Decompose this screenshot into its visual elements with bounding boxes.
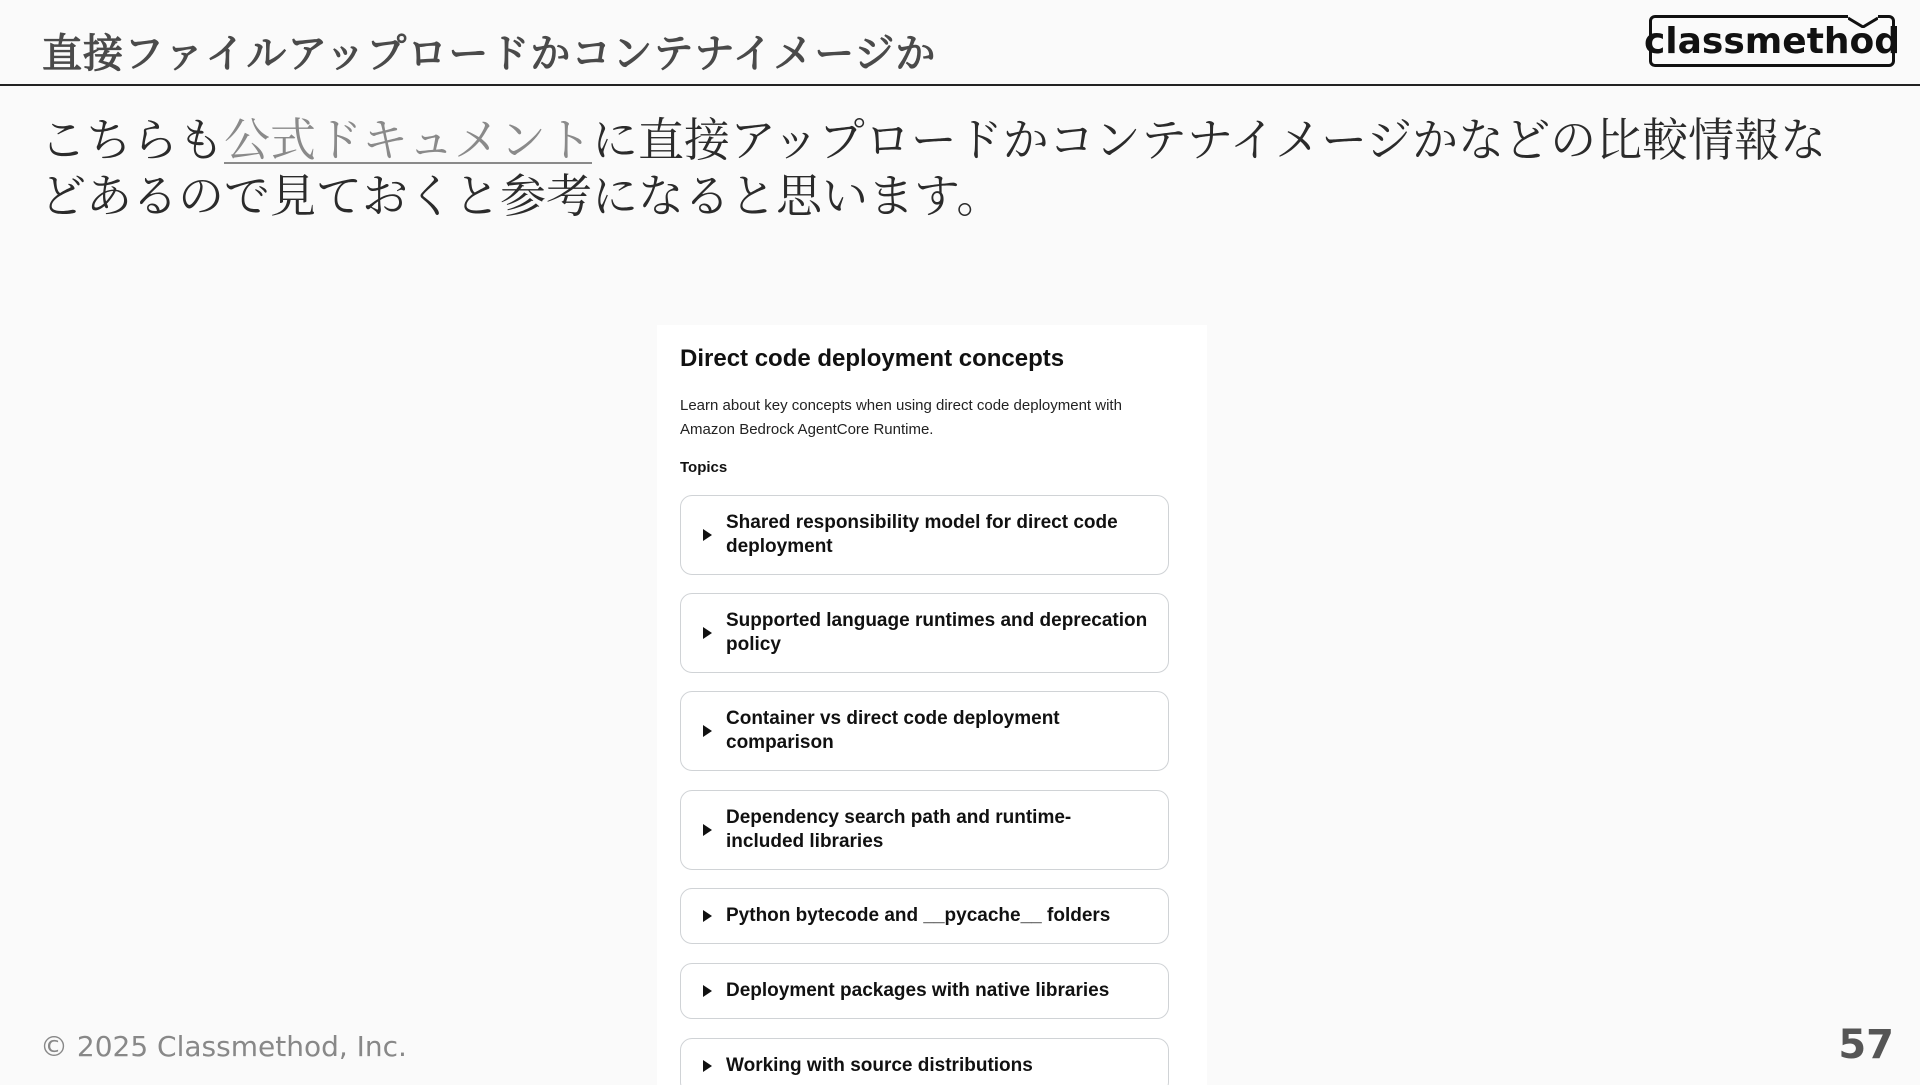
expand-caret-icon: [703, 725, 712, 737]
topic-label: Deployment packages with native libraries: [726, 980, 1110, 1001]
copyright-text: © 2025 Classmethod, Inc.: [40, 1030, 407, 1063]
logo-notch-icon: [1848, 14, 1878, 28]
doc-title: Direct code deployment concepts: [680, 345, 1065, 372]
doc-description: Learn about key concepts when using direct code deployment with Amazon Bedrock AgentCore Runtime.: [680, 397, 1122, 438]
expand-caret-icon: [703, 910, 712, 922]
classmethod-logo: [1643, 15, 1901, 67]
topic-label: Dependency search path and runtime-included libraries: [726, 807, 1072, 852]
body-text-lead: こちらも: [40, 113, 224, 167]
expand-caret-icon: [703, 824, 712, 836]
doc-screenshot: [657, 325, 1207, 1085]
expand-caret-icon: [703, 985, 712, 997]
topic-container-vs-direct[interactable]: [680, 691, 1169, 771]
topic-label: Shared responsibility model for direct code deployment: [726, 512, 1118, 557]
topic-python-bytecode[interactable]: [680, 888, 1169, 944]
expand-caret-icon: [703, 529, 712, 541]
topic-shared-responsibility[interactable]: [680, 495, 1169, 575]
topic-native-libraries[interactable]: [680, 963, 1169, 1019]
expand-caret-icon: [703, 627, 712, 639]
topic-label: Supported language runtimes and deprecation policy: [726, 610, 1148, 655]
topic-source-distributions[interactable]: [680, 1038, 1169, 1085]
logo-text: classmethod: [1643, 20, 1901, 62]
topic-dependency-search-path[interactable]: [680, 790, 1169, 870]
topic-label: Working with source distributions: [726, 1055, 1033, 1076]
body-text-rest: に直接アップロードかコンテナイメージかなどの比較情報などあるので見ておくと参考になると思います。: [40, 113, 1827, 223]
topic-label: Python bytecode and __pycache__ folders: [726, 905, 1111, 926]
official-docs-link[interactable]: 公式ドキュメント: [224, 113, 592, 167]
title-divider: [0, 84, 1920, 86]
slide-body-text: [40, 112, 1840, 224]
slide-title: 直接ファイルアップロードかコンテナイメージか: [42, 31, 937, 77]
topic-label: Container vs direct code deployment comparison: [726, 708, 1060, 753]
page-number: 57: [1838, 1022, 1894, 1068]
expand-caret-icon: [703, 1060, 712, 1072]
topics-heading: Topics: [680, 459, 728, 476]
topic-language-runtimes[interactable]: [680, 593, 1169, 673]
